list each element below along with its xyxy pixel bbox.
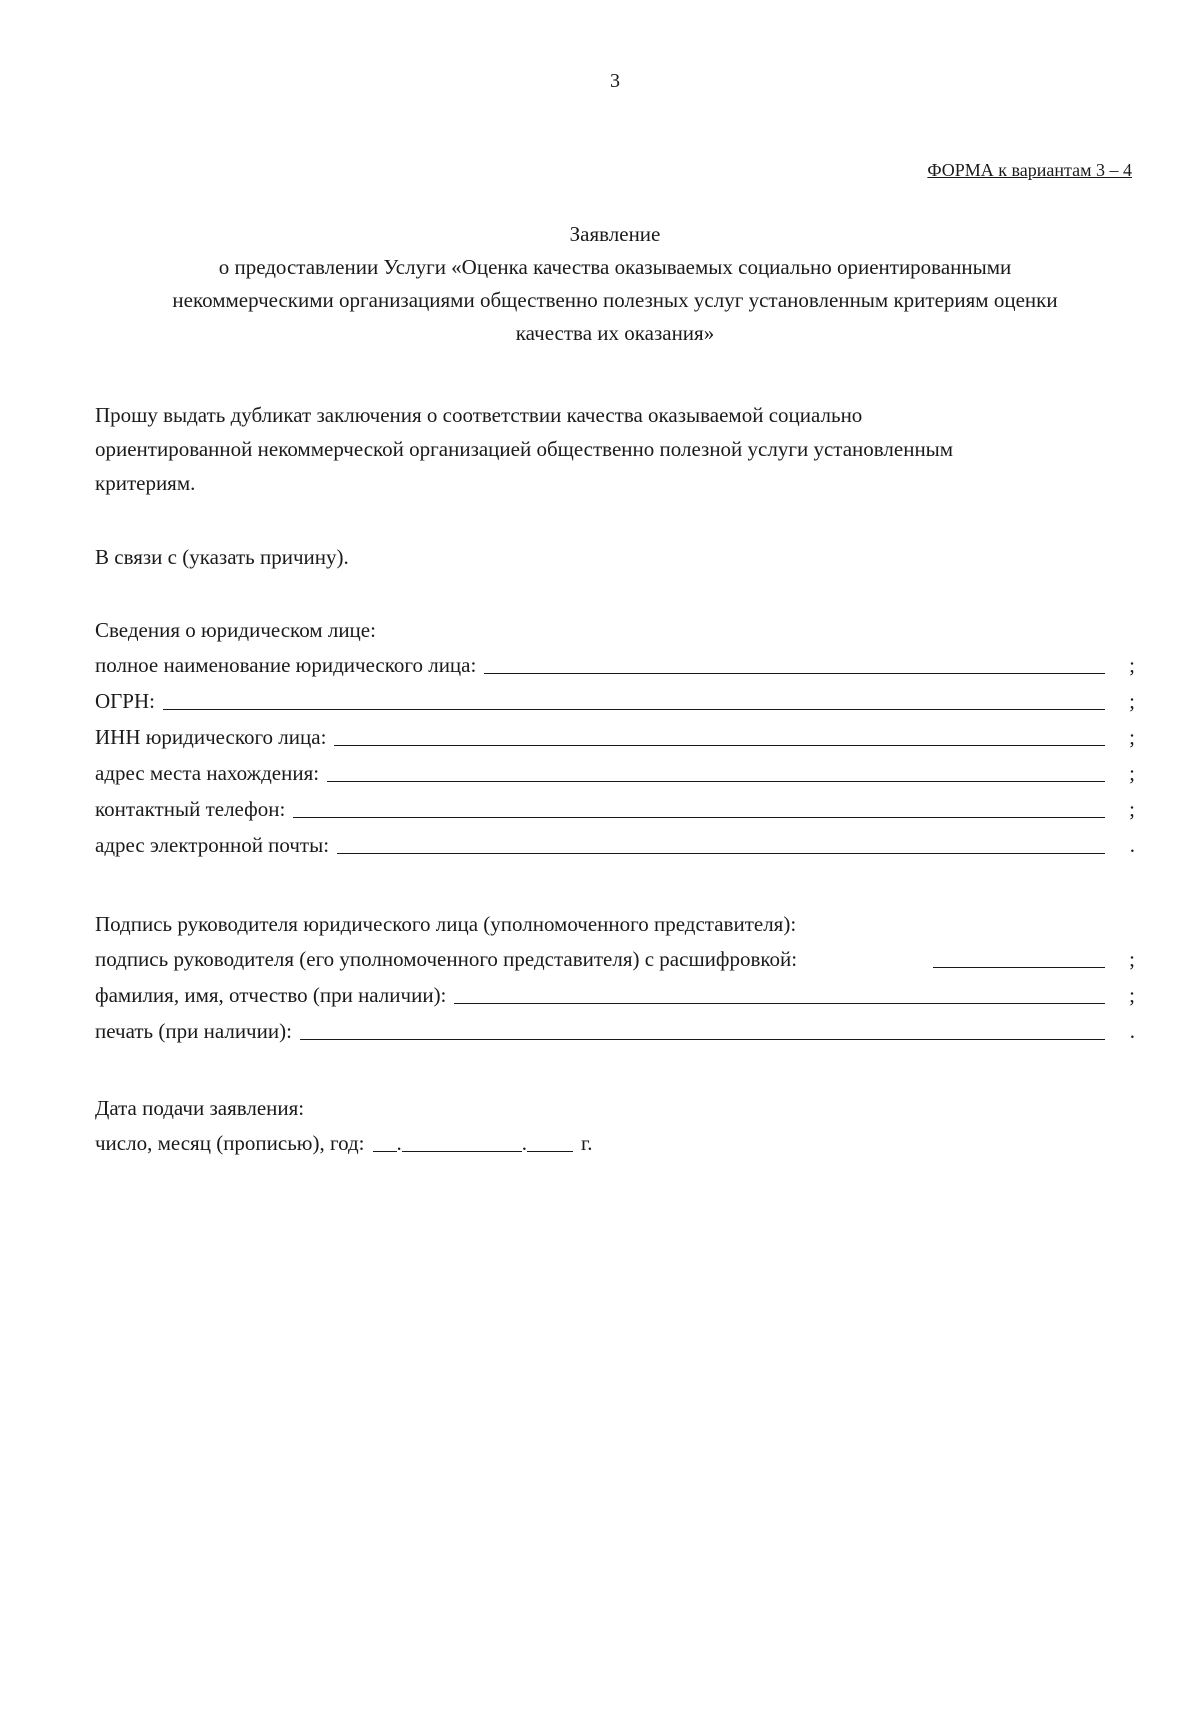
- document-title: [90, 218, 1140, 350]
- field-label: печать (при наличии):: [95, 1019, 292, 1043]
- field-terminator: ;: [1129, 725, 1135, 749]
- field-address[interactable]: [95, 758, 1135, 786]
- field-label: ОГРН:: [95, 689, 155, 713]
- field-terminator: ;: [1129, 983, 1135, 1007]
- date-separator: .: [396, 1131, 402, 1155]
- year-suffix: г.: [581, 1131, 593, 1155]
- field-label: полное наименование юридического лица:: [95, 653, 477, 677]
- fill-in-line[interactable]: [163, 689, 1105, 710]
- field-ogrn[interactable]: [95, 686, 1135, 714]
- field-email[interactable]: [95, 830, 1135, 858]
- signature-heading: Подпись руководителя юридического лица (уполномоченного представителя):: [95, 912, 797, 936]
- fill-in-line[interactable]: [337, 833, 1105, 854]
- fill-in-line[interactable]: [300, 1019, 1105, 1040]
- field-terminator: ;: [1129, 947, 1135, 971]
- fill-in-line[interactable]: [293, 797, 1105, 818]
- submission-date-row[interactable]: [95, 1128, 593, 1156]
- field-terminator: ;: [1129, 653, 1135, 677]
- day-blank[interactable]: [373, 1131, 397, 1152]
- title-line-2: некоммерческими организациями общественно полезных услуг установленным критериям оценки: [172, 288, 1058, 312]
- field-signature[interactable]: [95, 944, 1135, 972]
- date-separator: .: [521, 1131, 527, 1155]
- request-line-2: ориентированной некоммерческой организацией общественно полезной услуги установленным: [95, 437, 954, 461]
- month-blank[interactable]: [402, 1131, 522, 1152]
- legal-entity-heading: Сведения о юридическом лице:: [95, 618, 376, 642]
- field-full-person-name[interactable]: [95, 980, 1135, 1008]
- title-line-1: о предоставлении Услуги «Оценка качества оказываемых социально ориентированными: [218, 255, 1012, 279]
- submission-heading: Дата подачи заявления:: [95, 1096, 305, 1120]
- field-terminator: .: [1129, 1019, 1135, 1043]
- field-label: адрес электронной почты:: [95, 833, 330, 857]
- fill-in-line[interactable]: [454, 983, 1105, 1004]
- field-inn[interactable]: [95, 722, 1135, 750]
- form-reference: ФОРМА к вариантам 3 – 4: [927, 160, 1132, 180]
- date-label: число, месяц (прописью), год:: [95, 1131, 365, 1155]
- field-terminator: ;: [1129, 797, 1135, 821]
- field-label: подпись руководителя (его уполномоченного представителя) с расшифровкой:: [95, 947, 798, 971]
- field-label: контактный телефон:: [95, 797, 286, 821]
- page-number: 3: [610, 70, 620, 92]
- title-heading: Заявление: [569, 222, 661, 246]
- fill-in-line[interactable]: [327, 761, 1105, 782]
- reason-line: В связи с (указать причину).: [95, 545, 349, 569]
- field-phone[interactable]: [95, 794, 1135, 822]
- title-line-3: качества их оказания»: [515, 321, 715, 345]
- field-terminator: ;: [1129, 689, 1135, 713]
- field-terminator: .: [1129, 833, 1135, 857]
- field-full-name[interactable]: [95, 650, 1135, 678]
- field-seal[interactable]: [95, 1016, 1135, 1044]
- field-label: ИНН юридического лица:: [95, 725, 327, 749]
- request-line-1: Прошу выдать дубликат заключения о соответствии качества оказываемой социально: [95, 403, 863, 427]
- fill-in-line[interactable]: [933, 947, 1105, 968]
- fill-in-line[interactable]: [334, 725, 1105, 746]
- fill-in-line[interactable]: [484, 653, 1105, 674]
- field-label: адрес места нахождения:: [95, 761, 320, 785]
- field-label: фамилия, имя, отчество (при наличии):: [95, 983, 447, 1007]
- request-line-3: критериям.: [95, 471, 196, 495]
- field-terminator: ;: [1129, 761, 1135, 785]
- year-blank[interactable]: [527, 1131, 573, 1152]
